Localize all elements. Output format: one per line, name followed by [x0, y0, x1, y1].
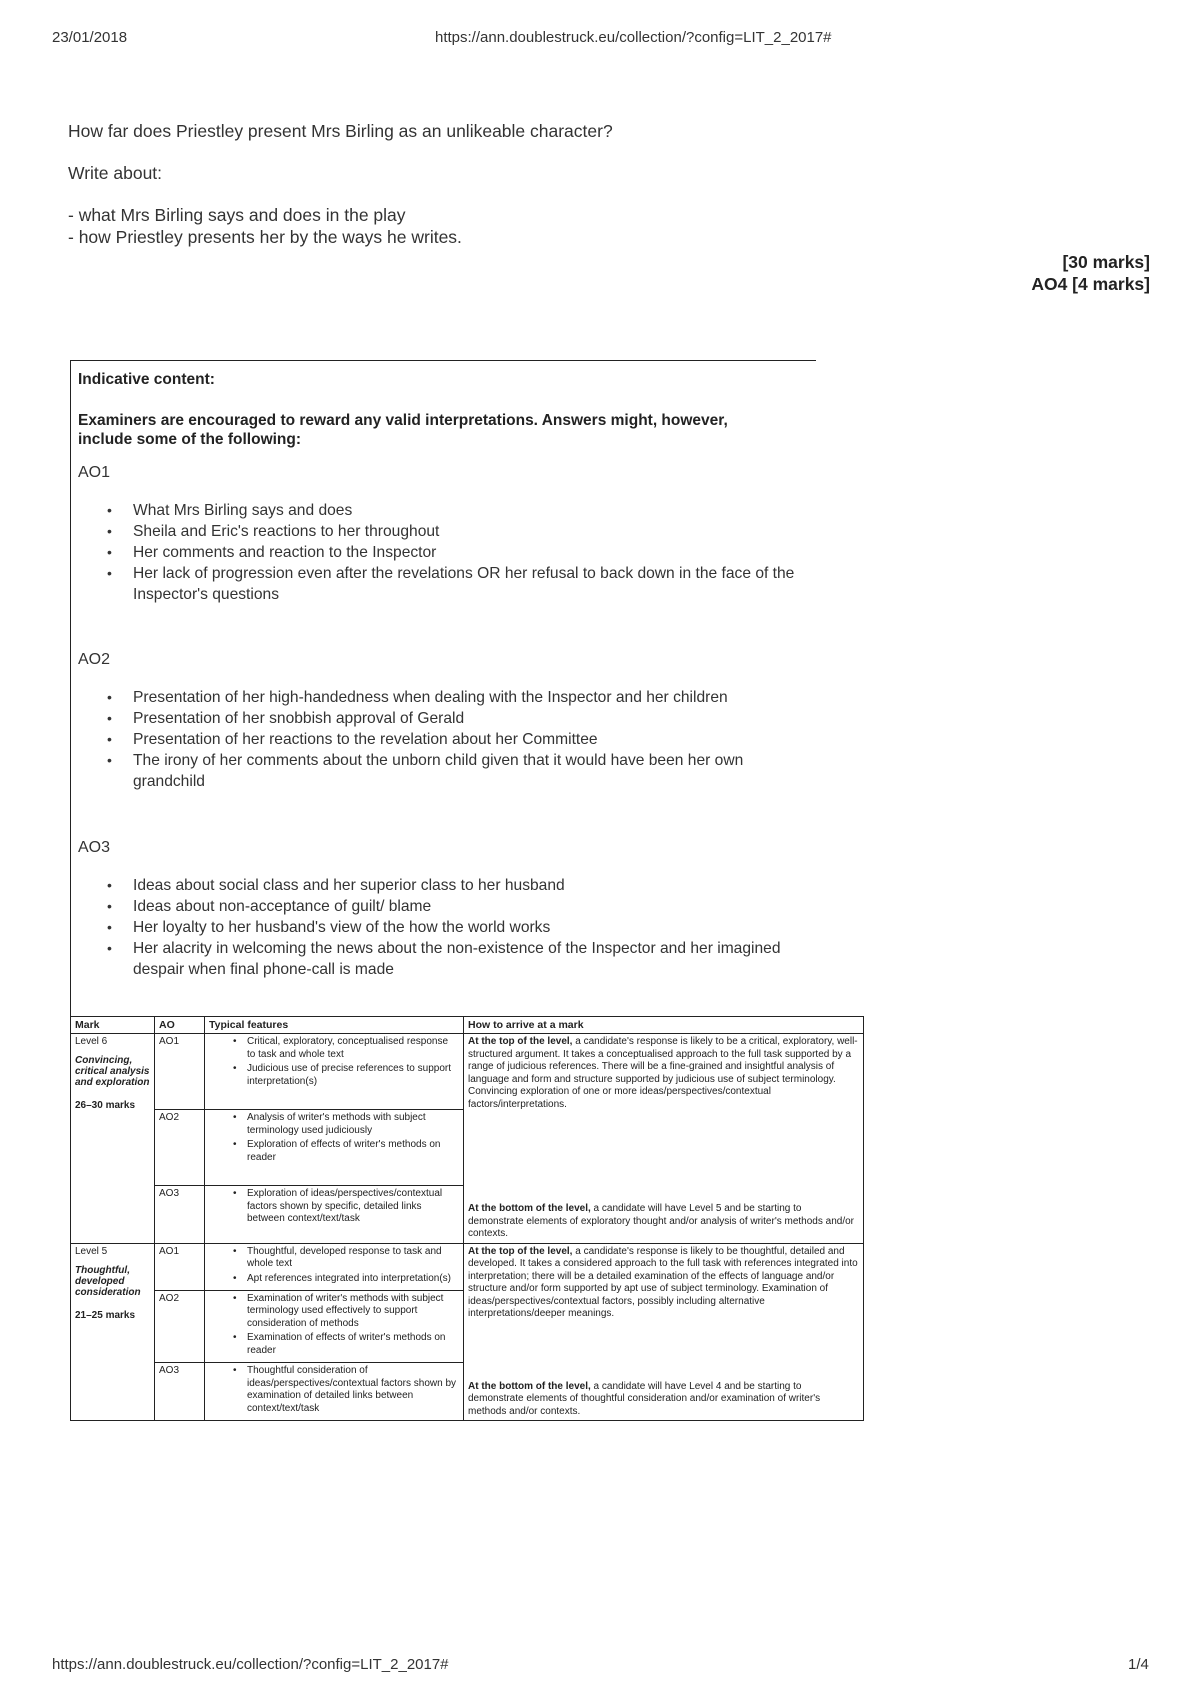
table-row: [71, 1243, 864, 1290]
ao-cell: AO3: [155, 1363, 205, 1421]
header-mark: Mark: [71, 1017, 155, 1034]
list-item: • Her alacrity in welcoming the news about the non-existence of the Inspector and her imagined despair when final phone-call is made: [78, 938, 803, 980]
level-label: Level 6: [75, 1036, 108, 1047]
level-5-cell: [71, 1243, 155, 1421]
list-item: • Her comments and reaction to the Inspector: [78, 542, 803, 563]
feature-item: • Exploration of effects of writer's methods on reader: [247, 1139, 459, 1164]
list-item: • Ideas about non-acceptance of guilt/ blame: [78, 896, 803, 917]
features-cell: [205, 1243, 464, 1290]
mark-scheme-table: [70, 1016, 864, 1421]
bottom-text: a candidate will have Level 5 and be starting to demonstrate elements of exploratory thought and/or analysis of writer's methods and/or contexts.: [468, 1203, 855, 1239]
ao2-section: [78, 651, 803, 792]
feature-item: • Examination of writer's methods with subject terminology used effectively to support consideration of methods: [247, 1293, 459, 1331]
write-about-label: Write about:: [68, 163, 163, 183]
header-how-to-arrive: How to arrive at a mark: [464, 1017, 864, 1034]
features-cell: [205, 1110, 464, 1186]
header-typical-features: Typical features: [205, 1017, 464, 1034]
features-cell: [205, 1186, 464, 1243]
feature-item: • Examination of effects of writer's methods on reader: [247, 1332, 459, 1357]
footer-url: https://ann.doublestruck.eu/collection/?config=LIT_2_2017#: [52, 1656, 449, 1673]
ao-cell: AO2: [155, 1290, 205, 1363]
level-marks: 21–25 marks: [75, 1309, 136, 1321]
features-cell: [205, 1034, 464, 1110]
top-text: a candidate's response is likely to be a critical, exploratory, well-structured argument. It takes a conceptualised approach to the full task supported by a range of judicious references. There will be a fine-grained and insightful analysis of language and form and structure supported by judicious use of subject terminology. Convincing exploration of one or more ideas/perspectives/contextual factors/interpretations.: [468, 1036, 858, 1110]
list-item: • Presentation of her reactions to the revelation about her Committee: [78, 729, 803, 750]
list-item: • Her loyalty to her husband's view of the how the world works: [78, 917, 803, 938]
list-item: • Presentation of her snobbish approval of Gerald: [78, 708, 803, 729]
feature-item: • Judicious use of precise references to support interpretation(s): [247, 1063, 459, 1088]
features-cell: [205, 1290, 464, 1363]
print-url: https://ann.doublestruck.eu/collection/?config=LIT_2_2017#: [435, 29, 832, 46]
table-row: [71, 1034, 864, 1110]
level-label: Level 5: [75, 1245, 108, 1257]
list-item: • Presentation of her high-handedness when dealing with the Inspector and her children: [78, 687, 803, 708]
question-point: - how Priestley presents her by the ways he writes.: [68, 227, 462, 247]
list-item: • Her lack of progression even after the revelations OR her refusal to back down in the face of the Inspector's questions: [78, 563, 803, 605]
top-lead: At the top of the level,: [468, 1245, 573, 1257]
ao3-section: [78, 839, 803, 980]
ao1-heading: AO1: [78, 464, 111, 481]
ao1-section: [78, 464, 803, 605]
ao2-heading: AO2: [78, 651, 111, 668]
print-date: 23/01/2018: [52, 29, 128, 46]
header-ao: AO: [155, 1017, 205, 1034]
question-point: - what Mrs Birling says and does in the play: [68, 205, 406, 225]
page-number: 1/4: [1128, 1656, 1149, 1673]
list-item: • The irony of her comments about the unborn child given that it would have been her own grandchild: [78, 750, 803, 792]
list-item: • What Mrs Birling says and does: [78, 500, 803, 521]
ao4-marks: AO4 [4 marks]: [1031, 274, 1150, 294]
indicative-intro: Examiners are encouraged to reward any valid interpretations. Answers might, however, include some of the following:: [78, 412, 728, 448]
ao-cell: AO1: [155, 1034, 205, 1110]
ao3-heading: AO3: [78, 839, 111, 856]
how-to-arrive-cell: [464, 1243, 864, 1421]
level-descriptor: Convincing, critical analysis and exploration: [75, 1055, 150, 1088]
indicative-title: Indicative content:: [78, 371, 215, 388]
total-marks: [30 marks]: [1062, 252, 1150, 272]
level-marks: 26–30 marks: [75, 1100, 136, 1111]
feature-item: • Analysis of writer's methods with subject terminology used judiciously: [247, 1112, 459, 1137]
feature-item: • Thoughtful, developed response to task and whole text: [247, 1246, 459, 1271]
feature-item: • Critical, exploratory, conceptualised response to task and whole text: [247, 1036, 459, 1061]
list-item: • Ideas about social class and her superior class to her husband: [78, 875, 803, 896]
top-lead: At the top of the level,: [468, 1036, 573, 1047]
ao-cell: AO3: [155, 1186, 205, 1243]
feature-item: • Exploration of ideas/perspectives/contextual factors shown by specific, detailed links between context/text/task: [247, 1188, 459, 1226]
how-to-arrive-cell: [464, 1034, 864, 1244]
feature-item: • Apt references integrated into interpretation(s): [247, 1273, 459, 1286]
indicative-content-panel: [70, 360, 816, 1016]
top-text: a candidate's response is likely to be thoughtful, detailed and developed. It takes a considered approach to the full task with references integrated into interpretation; there will be a detailed examination of the effects of language and/or structure and/or form supported by apt use of subject terminology. Examination of ideas/perspectives/contextual factors, possibly including alternative interpretations/deeper meanings.: [468, 1245, 858, 1319]
list-item: • Sheila and Eric's reactions to her throughout: [78, 521, 803, 542]
ao-cell: AO2: [155, 1110, 205, 1186]
features-cell: [205, 1363, 464, 1421]
level-descriptor: Thoughtful, developed consideration: [75, 1264, 141, 1298]
bottom-lead: At the bottom of the level,: [468, 1380, 591, 1392]
question-text: How far does Priestley present Mrs Birling as an unlikeable character?: [68, 121, 613, 141]
level-6-cell: [71, 1034, 155, 1244]
bottom-text: a candidate will have Level 4 and be starting to demonstrate elements of thoughtful consideration and/or examination of writer's methods and/or contexts.: [468, 1380, 821, 1417]
marks-block: [1031, 251, 1150, 295]
ao-cell: AO1: [155, 1243, 205, 1290]
question-block: [68, 120, 1148, 248]
feature-item: • Thoughtful consideration of ideas/perspectives/contextual factors shown by examination of detailed links between context/text/task: [247, 1365, 459, 1415]
table-header-row: [71, 1017, 864, 1034]
bottom-lead: At the bottom of the level,: [468, 1203, 591, 1214]
